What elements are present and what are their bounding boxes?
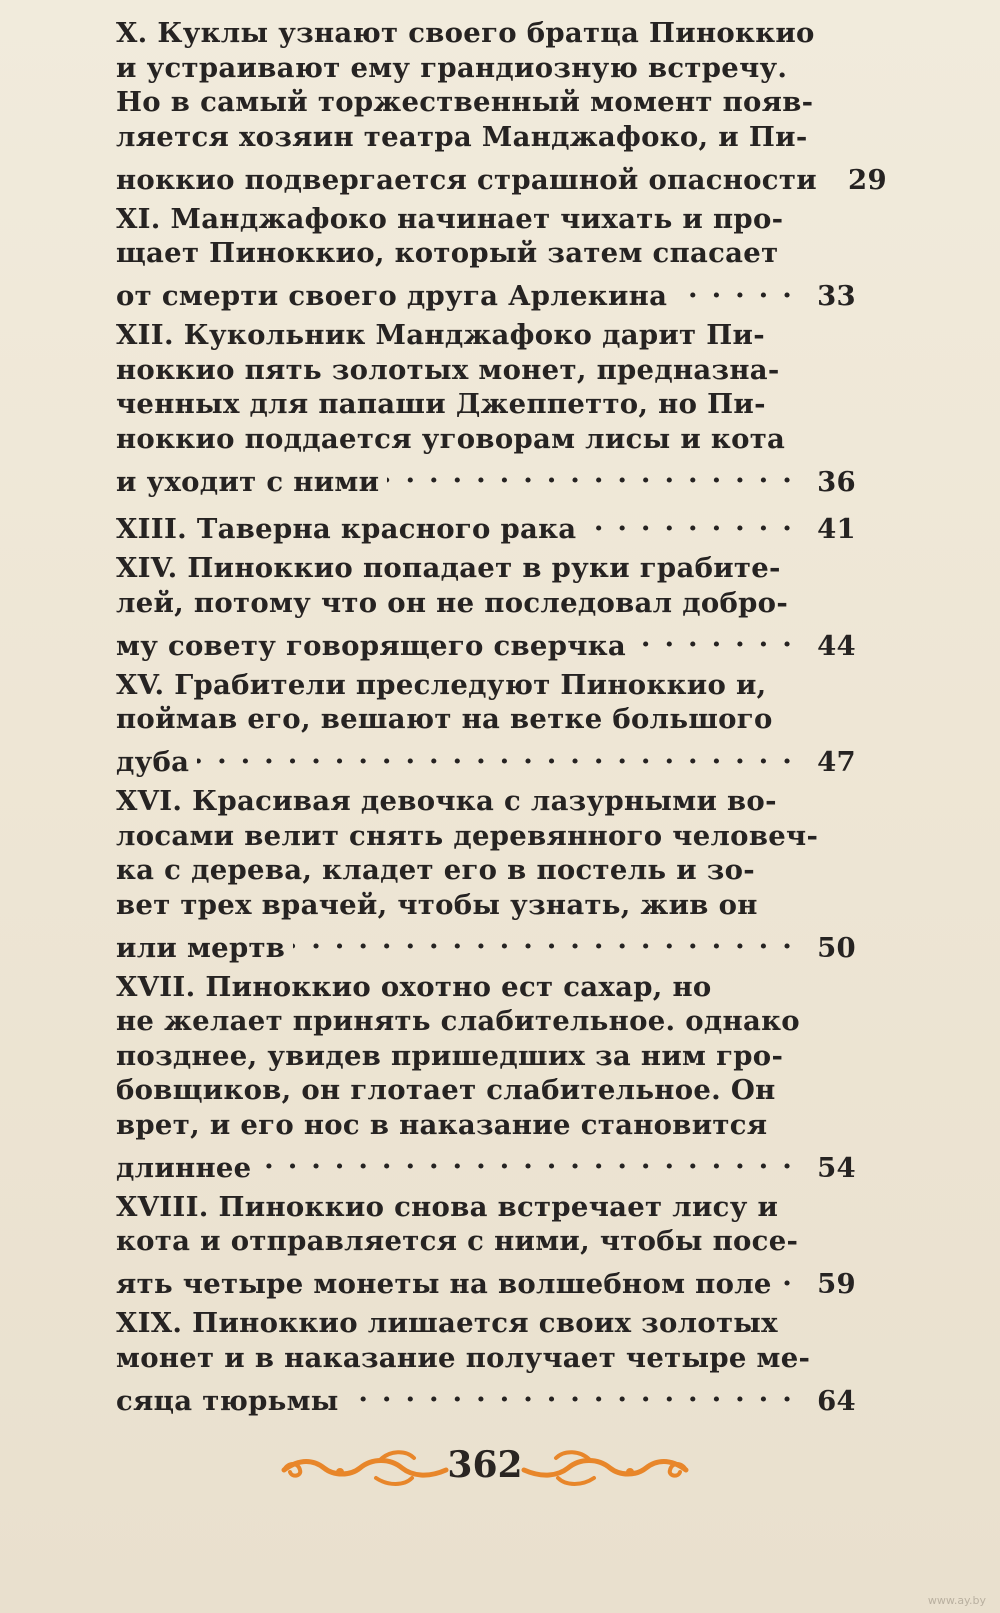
dot-leader [347,1375,794,1410]
dot-leader [634,620,794,655]
toc-entry-line: лей, потому что он не последовал добро- [116,586,789,619]
toc-page-number: 33 [817,280,856,312]
toc-entry-line: ляется хозяин театра Манджафоко, и Пи- [116,120,808,153]
toc-entry-line: му совету говорящего сверчка [116,629,626,662]
toc-entry [116,784,856,964]
toc-entry-line: или мертв [116,931,286,964]
toc-entry-line: врет, и его нос в наказание становится [116,1108,768,1141]
toc-page-number: 29 [848,163,887,196]
toc-entry-final-line [116,1375,856,1417]
toc-entry [116,1190,856,1300]
toc-entry-line: ка с дерева, кладет его в постель и зо- [116,854,756,886]
toc-entry-line: ноккио поддается уговорам лисы и кота [116,422,786,455]
toc-entry-final-line [116,1142,856,1184]
toc-entry-line: щает Пиноккио, который затем спасает [116,237,779,269]
toc-page-number: 54 [817,1151,856,1184]
toc-entry-line: и устраивают ему грандиозную встречу. [116,51,788,84]
toc-entry-line: ченных для папаши Джеппетто, но Пи- [116,388,766,420]
dot-leader [675,271,794,306]
toc-entry-line: длиннее [116,1151,252,1184]
toc-entry-final-line [116,456,856,498]
toc-entry-line: вет трех врачей, чтобы узнать, жив он [116,888,758,921]
toc-entry [116,551,856,662]
toc-entry-line: сяца тюрьмы [116,1384,339,1417]
table-of-contents [116,16,887,1423]
dot-leader [780,1259,794,1294]
toc-entry-line: XVIII. Пиноккио снова встречает лису и [116,1190,779,1223]
toc-entry [116,16,887,196]
dot-leader [387,456,794,491]
toc-entry-final-line [116,271,856,312]
toc-entry-line: X. Куклы узнают своего братца Пиноккио [116,17,815,49]
toc-page-number: 41 [817,513,856,545]
toc-entry-line: бовщиков, он глотает слабительное. Он [116,1074,776,1106]
toc-entry-line: кота и отправляется с ними, чтобы посе- [116,1225,799,1257]
toc-page-number: 59 [817,1268,856,1300]
toc-entry-final-line [116,620,856,662]
dot-leader [259,1142,794,1177]
toc-entry-final-line [116,1259,856,1300]
toc-entry [116,970,856,1184]
toc-entry-line: XII. Кукольник Манджафоко дарит Пи- [116,319,765,351]
toc-entry [116,504,856,545]
toc-entry-final-line [116,154,887,196]
toc-entry-line: дуба [116,746,190,778]
toc-entry-line: XVI. Красивая девочка с лазурными во- [116,785,777,817]
toc-entry-line: лосами велит снять деревянного человеч- [116,819,819,852]
toc-entry-line: от смерти своего друга Арлекина [116,280,668,312]
page-footer [270,1438,700,1498]
toc-entry-final-line [116,922,856,964]
toc-page-number: 50 [817,931,856,964]
toc-entry-line: XVII. Пиноккио охотно ест сахар, но [116,970,712,1003]
toc-entry-line: не желает принять слабительное. однако [116,1005,800,1037]
watermark-text: www.ay.by [927,1594,986,1607]
toc-entry-final-line [116,737,856,778]
dot-leader [584,504,794,539]
toc-entry-line: позднее, увидев пришедших за ним гро- [116,1039,784,1072]
toc-entry-line: Но в самый торжественный момент появ- [116,86,814,118]
toc-entry [116,668,856,778]
dot-leader [293,922,794,957]
toc-page-number: 64 [817,1384,856,1417]
toc-entry-line: ять четыре монеты на волшебном поле [116,1268,772,1300]
toc-entry-line: XV. Грабители преследуют Пиноккио и, [116,668,767,701]
toc-page-number: 47 [817,746,856,778]
toc-entry-line: XI. Манджафоко начинает чихать и про- [116,202,784,235]
toc-entry-line: монет и в наказание получает четыре ме- [116,1341,811,1374]
toc-entry-final-line [116,504,856,545]
dot-leader [197,737,794,772]
toc-entry [116,1306,856,1417]
toc-page-number: 44 [817,629,856,662]
toc-entry-line: XIV. Пиноккио попадает в руки грабите- [116,552,781,584]
toc-entry [116,202,856,312]
page-number: 362 [447,1444,523,1486]
toc-page-number: 36 [817,465,856,498]
toc-entry-line: ноккио подвергается страшной опасности [116,163,817,196]
right-flourish-ornament [520,1448,690,1488]
toc-entry-line: XIX. Пиноккио лишается своих золотых [116,1307,778,1339]
toc-entry-line: ноккио пять золотых монет, предназна- [116,353,780,386]
toc-entry [116,318,856,498]
toc-entry-line: поймав его, вешают на ветке большого [116,703,773,735]
toc-entry-line: и уходит с ними [116,465,380,498]
toc-entry-line: XIII. Таверна красного рака [116,513,577,545]
